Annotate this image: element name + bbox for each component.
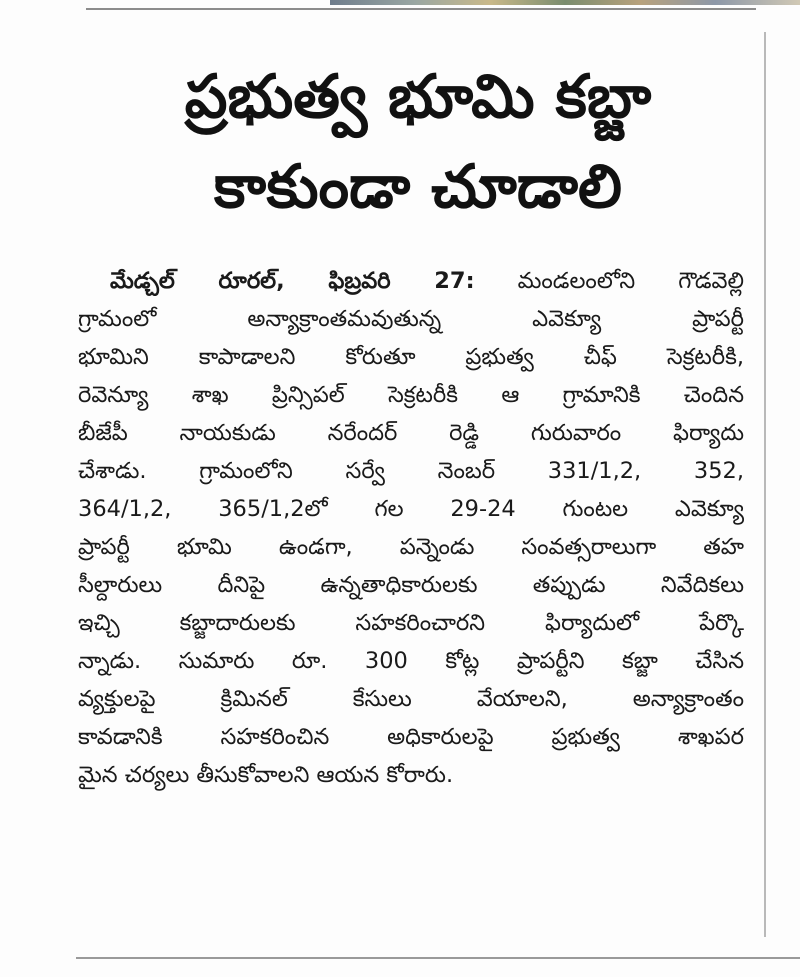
body-line: గ్రామంలో అన్యాక్రాంతమవుతున్న ఎవెక్యూ ప్రాపర్టీ: [78, 306, 744, 332]
dateline: మేడ్చల్ రూరల్, ఫిబ్రవరి 27:: [110, 268, 475, 294]
body-line: 364/1,2, 365/1,2లో గల 29-24 గుంటల ఎవెక్యూ: [78, 496, 744, 522]
body-line: వ్యక్తులపై క్రిమినల్ కేసులు వేయాలని, అన్యాక్రాంతం: [78, 686, 744, 712]
body-line: చేశాడు. గ్రామంలోని సర్వే నెంబర్ 331/1,2, 352,: [78, 458, 744, 484]
top-rule: [86, 8, 756, 10]
body-line: రెవెన్యూ శాఖ ప్రిన్సిపల్ సెక్రటరీకి ఆ గ్రామానికి చెందిన: [78, 382, 744, 408]
body-line: [78, 262, 744, 300]
bottom-rule: [76, 957, 800, 959]
headline-line-2: కాకుండా చూడాలి: [214, 152, 622, 222]
headline-line-1: ప్రభుత్వ భూమి కబ్జా: [184, 62, 652, 132]
body-line: ఇచ్చి కబ్జాదారులకు సహకరించారని ఫిర్యాదులో పేర్కొ: [78, 610, 744, 636]
body-line: న్నాడు. సుమారు రూ. 300 కోట్ల ప్రాపర్టీని కబ్జా చేసిన: [78, 648, 744, 674]
body-line: మైన చర్యలు తీసుకోవాలని ఆయన కోరారు.: [78, 762, 454, 788]
column-rule: [764, 32, 766, 937]
article-body: [78, 262, 744, 794]
body-line: భూమిని కాపాడాలని కోరుతూ ప్రభుత్వ చీఫ్ సెక్రటరీకి,: [78, 344, 744, 370]
headline: [78, 52, 758, 232]
body-line: ప్రాపర్టీ భూమి ఉండగా, పన్నెండు సంవత్సరాలుగా తహ: [78, 534, 744, 560]
body-line: సీల్దారులు దీనిపై ఉన్నతాధికారులకు తప్పుడు నివేదికలు: [78, 572, 744, 598]
adjacent-photo-strip: [330, 0, 800, 5]
body-line: కావడానికి సహకరించిన అధికారులపై ప్రభుత్వ శాఖపర: [78, 724, 744, 750]
body-line: బీజేపీ నాయకుడు నరేందర్ రెడ్డి గురువారం ఫిర్యాదు: [78, 420, 744, 446]
body-line-text: మండలంలోని గౌడవెల్లి: [517, 268, 744, 294]
